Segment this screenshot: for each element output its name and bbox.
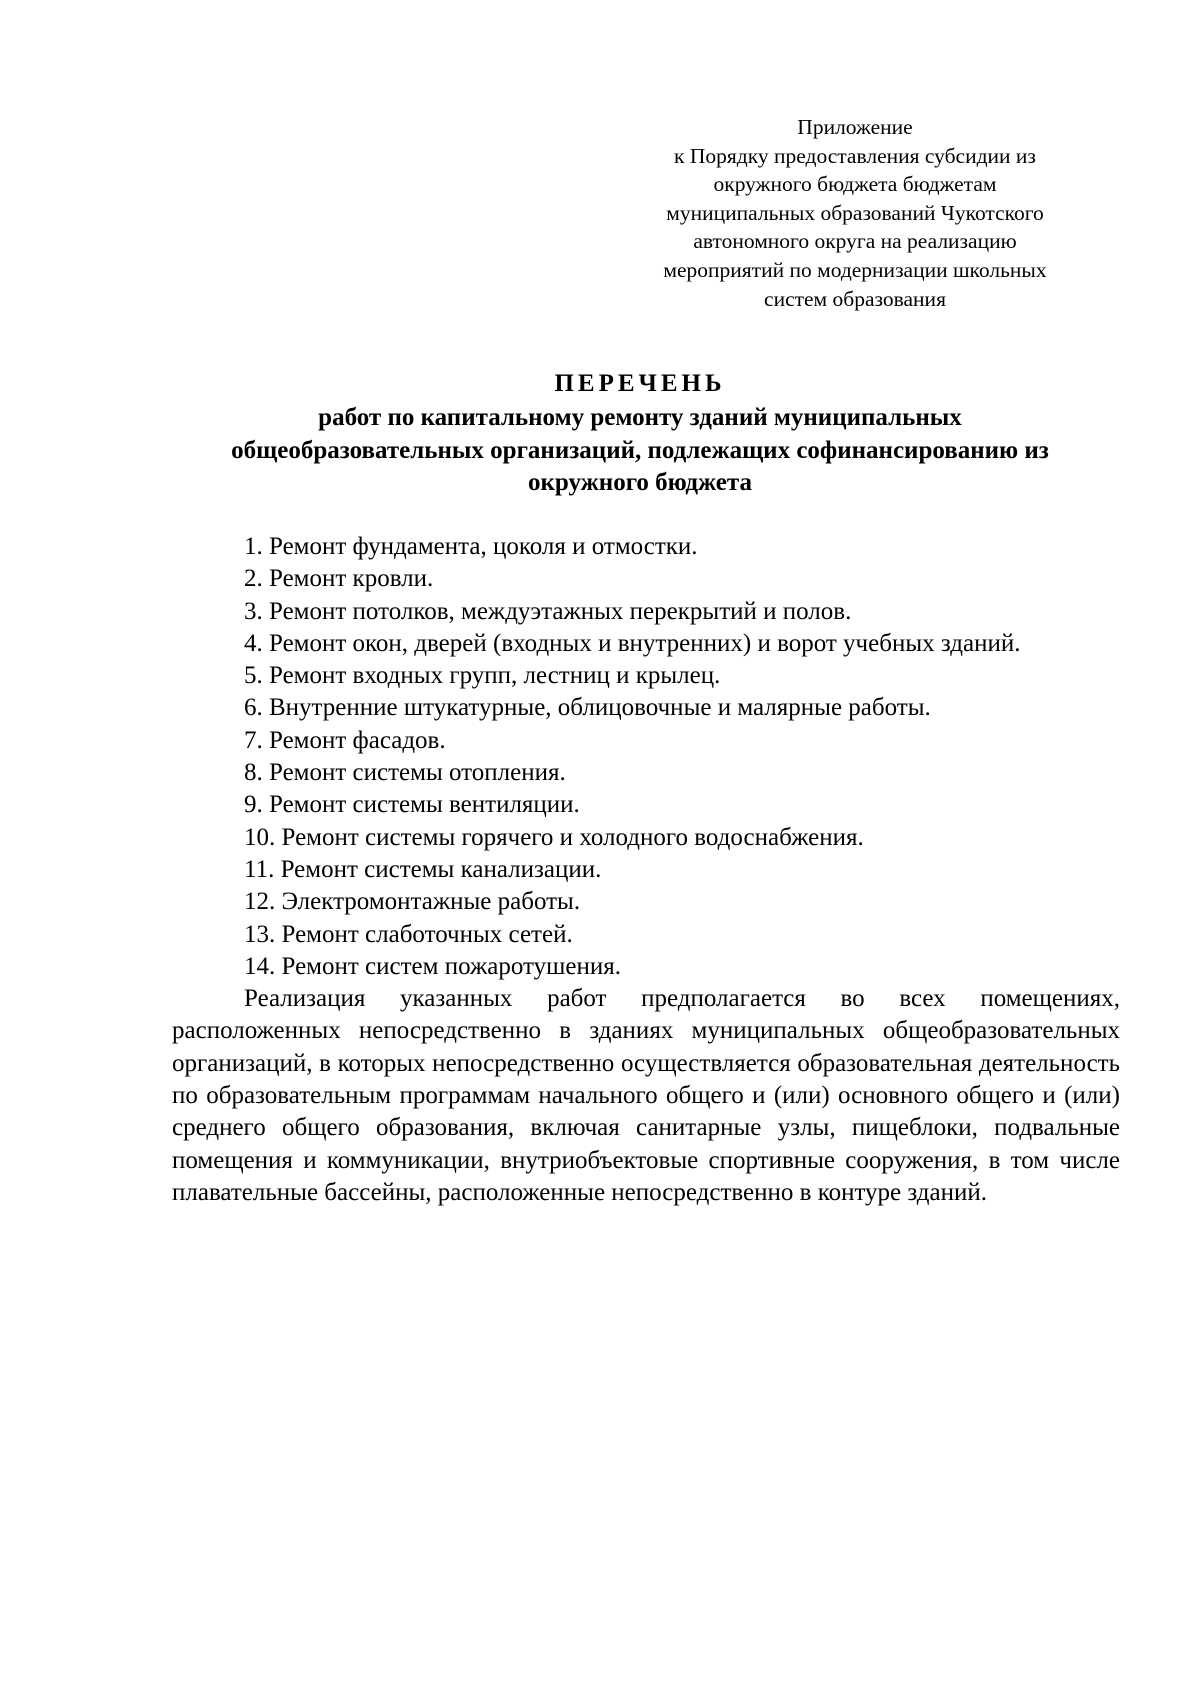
appendix-line: систем образования xyxy=(764,286,946,311)
document-body xyxy=(172,531,1120,1209)
appendix-line: мероприятий по модернизации школьных xyxy=(663,257,1047,282)
document-heading xyxy=(160,368,1120,500)
list-item: 2. Ремонт кровли. xyxy=(244,565,434,593)
appendix-line: муниципальных образований Чукотского xyxy=(666,200,1044,225)
appendix-line: Приложение xyxy=(797,115,913,139)
list-item: 9. Ремонт системы вентиляции. xyxy=(244,791,580,819)
list-item: 5. Ремонт входных групп, лестниц и крылец. xyxy=(244,662,721,690)
list-item: 12. Электромонтажные работы. xyxy=(244,888,581,916)
list-item: 14. Ремонт систем пожаротушения. xyxy=(244,952,621,980)
document-subtitle-line: общеобразовательных организаций, подлежащих софинансированию из xyxy=(231,436,1049,464)
document-title: ПЕРЕЧЕНЬ xyxy=(554,370,726,397)
list-item: 13. Ремонт слаботочных сетей. xyxy=(244,920,573,948)
body-paragraph: Реализация указанных работ предполагается во всех помещениях, расположенных непосредственно в зданиях муниципальных общеобразовательных организаций, в которых непосредственно осуществляется образовательная деятельность по образовательным программам начального общего и (или) основного общего и (или) среднего общего образования, включая санитарные узлы, пищеблоки, подвальные помещения и коммуникации, внутриобъектовые спортивные сооружения, в том числе плавательные бассейны, расположенные непосредственно в контуре зданий. xyxy=(172,985,1120,1206)
list-item: 8. Ремонт системы отопления. xyxy=(244,759,566,787)
appendix-line: окружного бюджета бюджетам xyxy=(713,172,997,197)
list-item: 4. Ремонт окон, дверей (входных и внутренних) и ворот учебных зданий. xyxy=(244,629,1021,657)
list-item: 3. Ремонт потолков, междуэтажных перекрытий и полов. xyxy=(244,597,852,625)
appendix-line: к Порядку предоставления субсидии из xyxy=(674,143,1036,168)
appendix-note xyxy=(635,113,1075,313)
list-item: 1. Ремонт фундамента, цоколя и отмостки. xyxy=(244,533,698,560)
list-item: 7. Ремонт фасадов. xyxy=(244,726,446,754)
document-subtitle-line: окружного бюджета xyxy=(528,469,752,496)
list-item: 6. Внутренние штукатурные, облицовочные и малярные работы. xyxy=(244,694,931,722)
list-item: 10. Ремонт системы горячего и холодного водоснабжения. xyxy=(244,823,864,851)
appendix-line: автономного округа на реализацию xyxy=(693,229,1017,254)
list-item: 11. Ремонт системы канализации. xyxy=(244,855,602,883)
document-subtitle-line: работ по капитальному ремонту зданий муниципальных xyxy=(318,404,962,431)
